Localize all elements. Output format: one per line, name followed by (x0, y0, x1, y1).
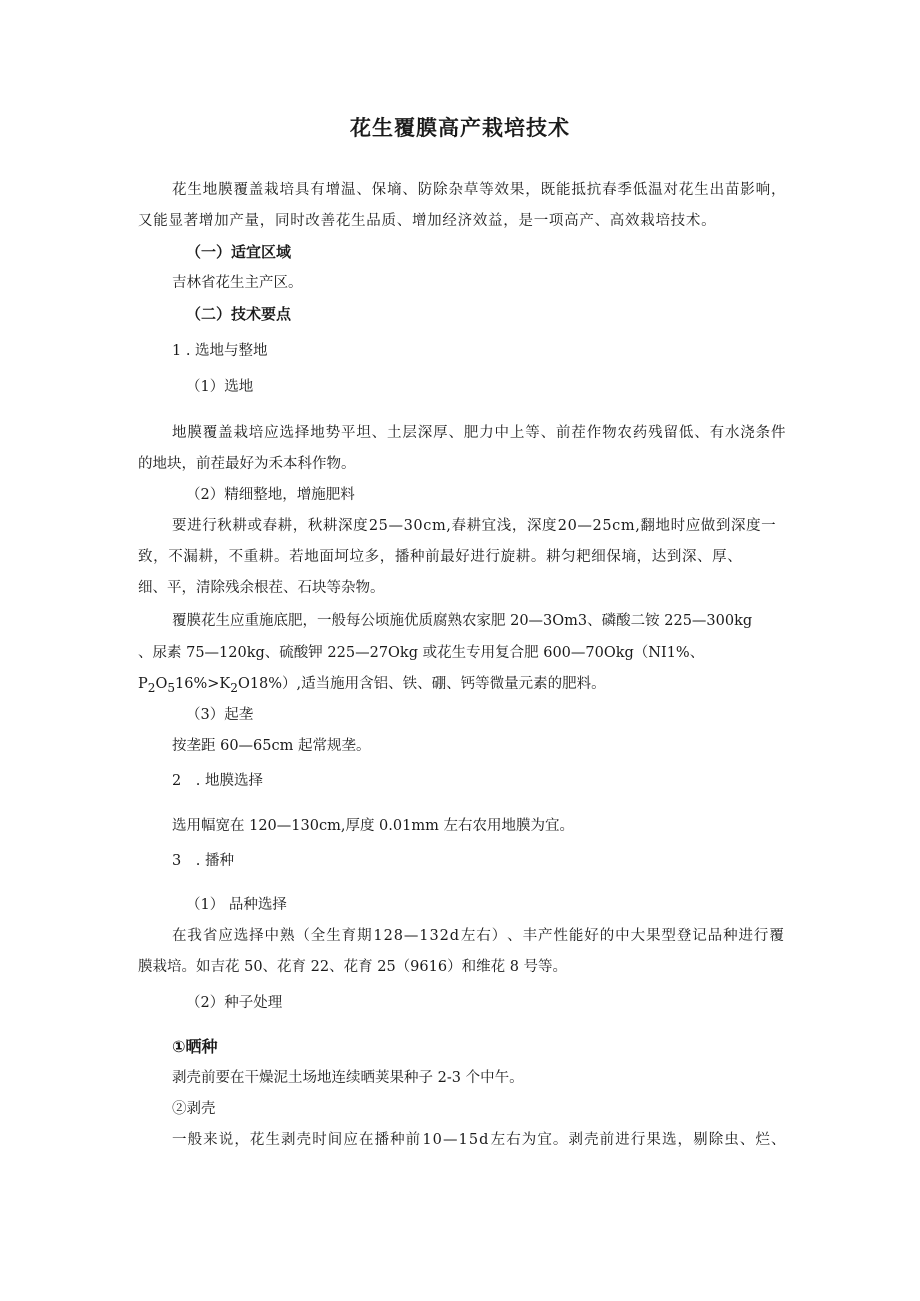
item-3-1-heading: （1） 品种选择 (186, 897, 287, 913)
item-1-2-line-1: 要 进 行 秋 耕 或 春 耕 ， 秋 耕 深 度 2 5 — 3 0 c m , 春 耕 宜 浅 ， 深 度 2 0 — 2 5 c m , 翻 地 时 应 做 到 深 度 一 (172, 518, 776, 534)
item-1-2-heading: （2）精细整地，增施肥料 (186, 487, 355, 503)
section-1-heading: （一）适宜区域 (186, 243, 292, 261)
shelling-text: 一 般 来 说 ， 花 生 剥 壳 时 间 应 在 播 种 前 1 0 — 1 5 d 左 右 为 宜 。 剥 壳 前 进 行 果 选 ， 剔 除 虫 、 烂 、 (172, 1132, 786, 1148)
item-1-3-heading: （3）起垄 (186, 707, 254, 723)
item-1-1-line-2: 的地块，前茬最好为禾本科作物。 (138, 456, 356, 472)
item-1-2-line-3: 细、平，清除残余根茬、石块等杂物。 (138, 580, 385, 596)
item-2-heading: 2 . 地膜选择 (172, 773, 263, 789)
item-1-3-text: 按垄距 60—65cm 起常规垄。 (172, 738, 371, 754)
intro-line-2: 又 能 显 著 增 加 产 量 ， 同 时 改 善 花 生 品 质 、 增 加 经 济 效 益 ， 是 一 项 高 产 、 高 效 栽 培 技 术 。 (138, 213, 716, 229)
section-2-heading: （二）技术要点 (186, 305, 292, 323)
sun-drying-text: 剥壳前要在干燥泥土场地连续晒荚果种子 2-3 个中午。 (172, 1070, 524, 1086)
item-3-1-line-1: 在 我 省 应 选 择 中 熟 （ 全 生 育 期 1 2 8 — 1 3 2 d 左 右 ） 、 丰 产 性 能 好 的 中 大 果 型 登 记 品 种 进 行 覆 (172, 928, 784, 944)
item-2-text: 选用幅宽在 120—130cm,厚度 0.01mm 左右农用地膜为宜。 (172, 818, 574, 834)
item-3-2-heading: （2）种子处理 (186, 995, 283, 1011)
item-1-1-line-1: 地 膜 覆 盖 栽 培 应 选 择 地 势 平 坦 、 土 层 深 厚 、 肥 力 中 上 等 、 前 茬 作 物 农 药 残 留 低 、 有 水 浇 条 件 (172, 425, 786, 441)
item-1-2-line-2: 致 ， 不 漏 耕 ， 不 重 耕 。 若 地 面 坷 垃 多 ， 播 种 前 最 好 进 行 旋 耕 。 耕 匀 耙 细 保 墒 ， 达 到 深 、 厚 、 (138, 549, 742, 565)
document-title: 花生覆膜高产栽培技术 (350, 115, 570, 140)
item-1-2-line-6: $P_2O_516\%>K_2O18\%$）,适当施用含铝、铁、硼、钙等微量元素的肥料。 (138, 676, 606, 695)
sun-drying-heading: ①晒种 (172, 1037, 218, 1056)
item-3-1-line-2: 膜栽培。如吉花 50、花育 22、花育 25（9616）和维花 8 号等。 (138, 959, 568, 975)
item-3-heading: 3 . 播种 (172, 853, 234, 869)
section-1-text: 吉林省花生主产区。 (172, 275, 303, 291)
intro-line-1: 花 生 地 膜 覆 盖 栽 培 具 有 增 温 、 保 墒 、 防 除 杂 草 等 效 果 ， 既 能 抵 抗 春 季 低 温 对 花 生 出 苗 影 响 ， (172, 182, 786, 198)
item-1-2-line-4: 覆膜花生应重施底肥，一般每公顷施优质腐熟农家肥 20—3Om3、磷酸二铵 225—300kg (172, 613, 753, 629)
item-1-1-heading: （1）选地 (186, 379, 254, 395)
item-1-2-line-5: 、尿素 75—120kg、硫酸钾 225—27Okg 或花生专用复合肥 600—70Okg（NI1%、 (138, 645, 705, 661)
shelling-heading: ②剥壳 (172, 1101, 216, 1117)
item-1-heading: 1 . 选地与整地 (172, 343, 268, 359)
